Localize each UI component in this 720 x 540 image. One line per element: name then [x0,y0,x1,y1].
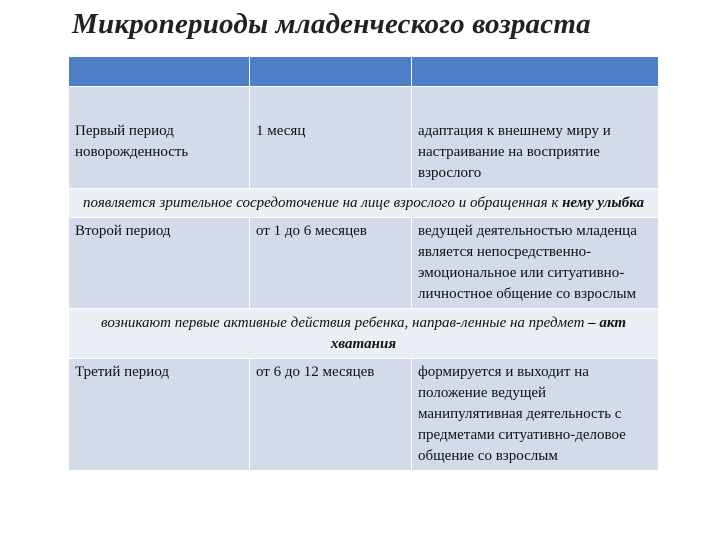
period-cell: Второй период [69,218,250,309]
header-cell-3 [412,57,659,87]
activity-cell: ведущей деятельностью младенца является непосредственно-эмоциональное или ситуативно-личностное общение со взрослым [412,218,659,309]
period-cell: Третий период [69,359,250,471]
age-cell: от 1 до 6 месяцев [250,218,412,309]
slide-title: Микропериоды младенческого возраста [72,8,591,40]
note-row-1 [69,189,659,218]
table-row-period-1 [69,87,659,189]
activity-cell: формируется и выходит на положение ведущей манипулятивная деятельность с предметами ситуативно-деловое общение со взрослым [412,359,659,471]
activity-cell: адаптация к внешнему миру и настраивание на восприятие взрослого [412,87,659,189]
table-header-row [69,57,659,87]
table-row-period-2 [69,218,659,309]
note-text-1: появляется зрительное сосредоточение на лице взрослого и обращенная к [83,195,563,211]
note-cell-2 [69,309,659,359]
age-cell: 1 месяц [250,87,412,189]
note-emphasis-2: – акт хватания [330,315,626,352]
note-cell-1 [69,189,659,218]
note-row-2 [69,309,659,359]
microperiods-table [68,56,659,471]
table-row-period-3 [69,359,659,471]
note-emphasis-1: нему улыбка [562,195,644,211]
age-cell: от 6 до 12 месяцев [250,359,412,471]
header-cell-2 [250,57,412,87]
period-cell: Первый период новорожденность [69,87,250,189]
header-cell-1 [69,57,250,87]
note-text-2: возникают первые активные действия ребенка, направ-ленные на предмет [101,315,589,331]
